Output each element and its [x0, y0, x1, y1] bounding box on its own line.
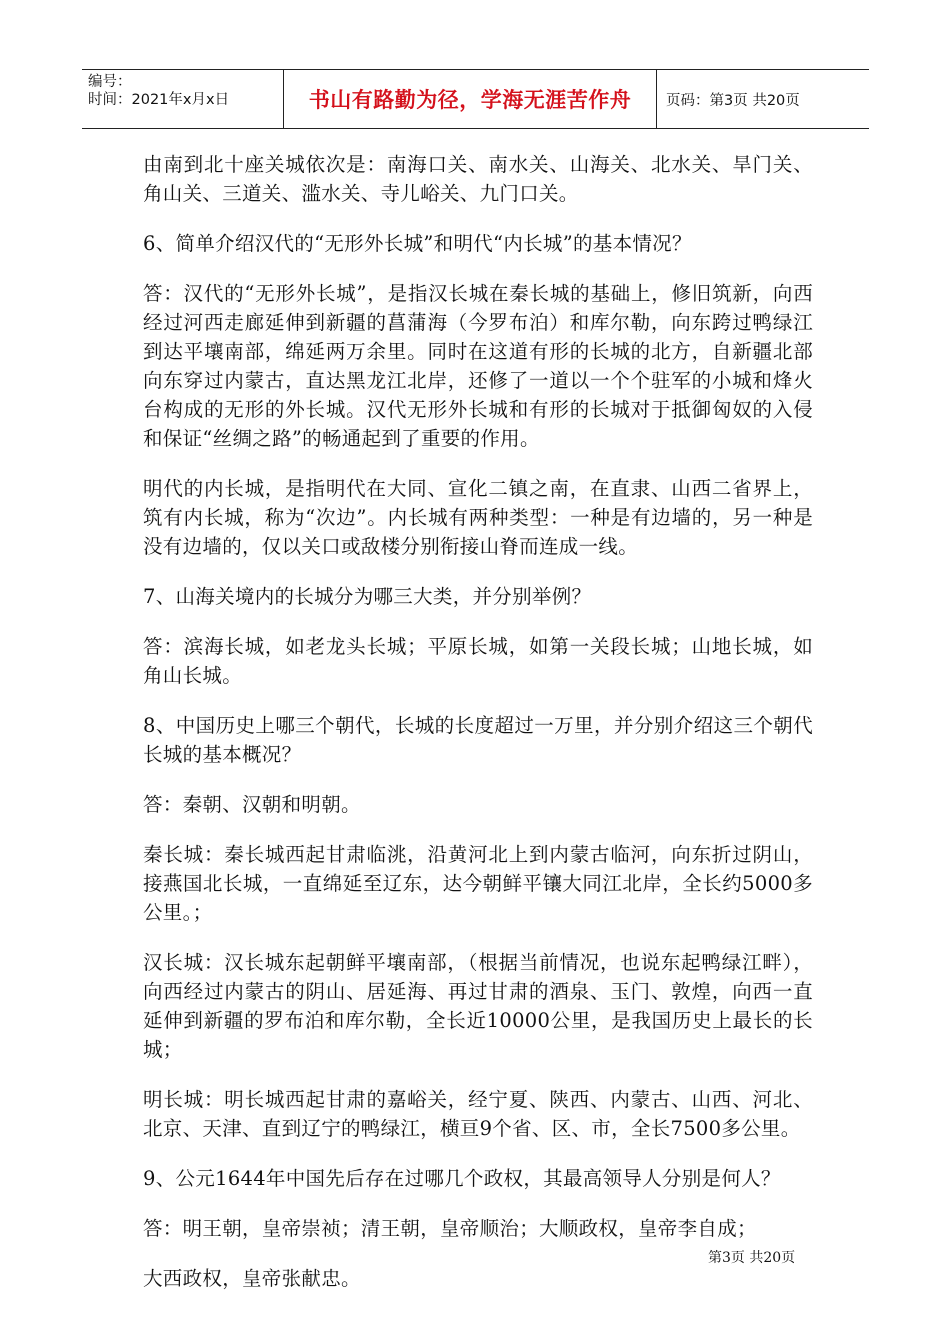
answer-8: 答：秦朝、汉朝和明朝。 [143, 793, 361, 816]
answer-9-cont: 大西政权，皇帝张献忠。 [143, 1267, 361, 1290]
answer-7: 答：滨海长城，如老龙头长城；平原长城，如第一关段长城；山地长城，如角山长城。 [143, 635, 813, 687]
answer-8-han: 汉长城：汉长城东起朝鲜平壤南部，（根据当前情况，也说东起鸭绿江畔），向西经过内蒙古的阴山、居延海、再过甘肃的酒泉、玉门、敦煌，向西一直延伸到新疆的罗布泊和库尔勒，全长近10000公里，是我国历史上最长的长城； [143, 951, 813, 1061]
answer-6-han: 答：汉代的“无形外长城”，是指汉长城在秦长城的基础上，修旧筑新，向西经过河西走廊延伸到新疆的菖蒲海（今罗布泊）和库尔勒，向东跨过鸭绿江到达平壤南部，绵延两万余里。同时在这道有形的长城的北方，自新疆北部向东穿过内蒙古，直达黑龙江北岸，还修了一道以一个个驻军的小城和烽火台构成的无形的外长城。汉代无形外长城和有形的长城对于抵御匈奴的入侵和保证“丝绸之路”的畅通起到了重要的作用。 [143, 282, 813, 450]
header-motto: 书山有路勤为径，学海无涯苦作舟 [284, 70, 657, 128]
number-label: 编号： [88, 74, 132, 90]
page-header [82, 69, 869, 129]
question-6: 6、简单介绍汉代的“无形外长城”和明代“内长城”的基本情况？ [143, 232, 692, 255]
question-8: 8、中国历史上哪三个朝代，长城的长度超过一万里，并分别介绍这三个朝代长城的基本概况？ [143, 714, 813, 766]
answer-8-qin: 秦长城：秦长城西起甘肃临洮，沿黄河北上到内蒙古临河，向东折过阴山，接燕国北长城，一直绵延至辽东，达今朝鲜平镶大同江北岸，全长约5000多公里。； [143, 843, 813, 924]
question-9: 9、公元1644年中国先后存在过哪几个政权，其最高领导人分别是何人？ [143, 1167, 781, 1190]
date-label: 时间：2021年x月x日 [88, 92, 230, 108]
answer-8-ming: 明长城：明长城西起甘肃的嘉峪关，经宁夏、陕西、内蒙古、山西、河北、北京、天津、直到辽宁的鸭绿江，横亘9个省、区、市，全长7500多公里。 [143, 1088, 813, 1140]
answer-6-ming: 明代的内长城，是指明代在大同、宣化二镇之南，在直隶、山西二省界上，筑有内长城，称为“次边”。内长城有两种类型：一种是有边墙的，另一种是没有边墙的，仅以关口或敌楼分别衔接山脊而连成一线。 [143, 477, 813, 558]
answer-9: 答：明王朝，皇帝崇祯；清王朝，皇帝顺治；大顺政权，皇帝李自成； [143, 1217, 757, 1240]
paragraph: 由南到北十座关城依次是：南海口关、南水关、山海关、北水关、旱门关、角山关、三道关、滥水关、寺儿峪关、九门口关。 [143, 153, 813, 205]
page-footer: 第3页 共20页 [708, 1250, 796, 1266]
document-body [143, 150, 813, 1314]
header-page-label: 页码：第3页 共20页 [666, 92, 800, 109]
question-7: 7、山海关境内的长城分为哪三大类，并分别举例？ [143, 585, 592, 608]
header-meta [82, 70, 284, 128]
